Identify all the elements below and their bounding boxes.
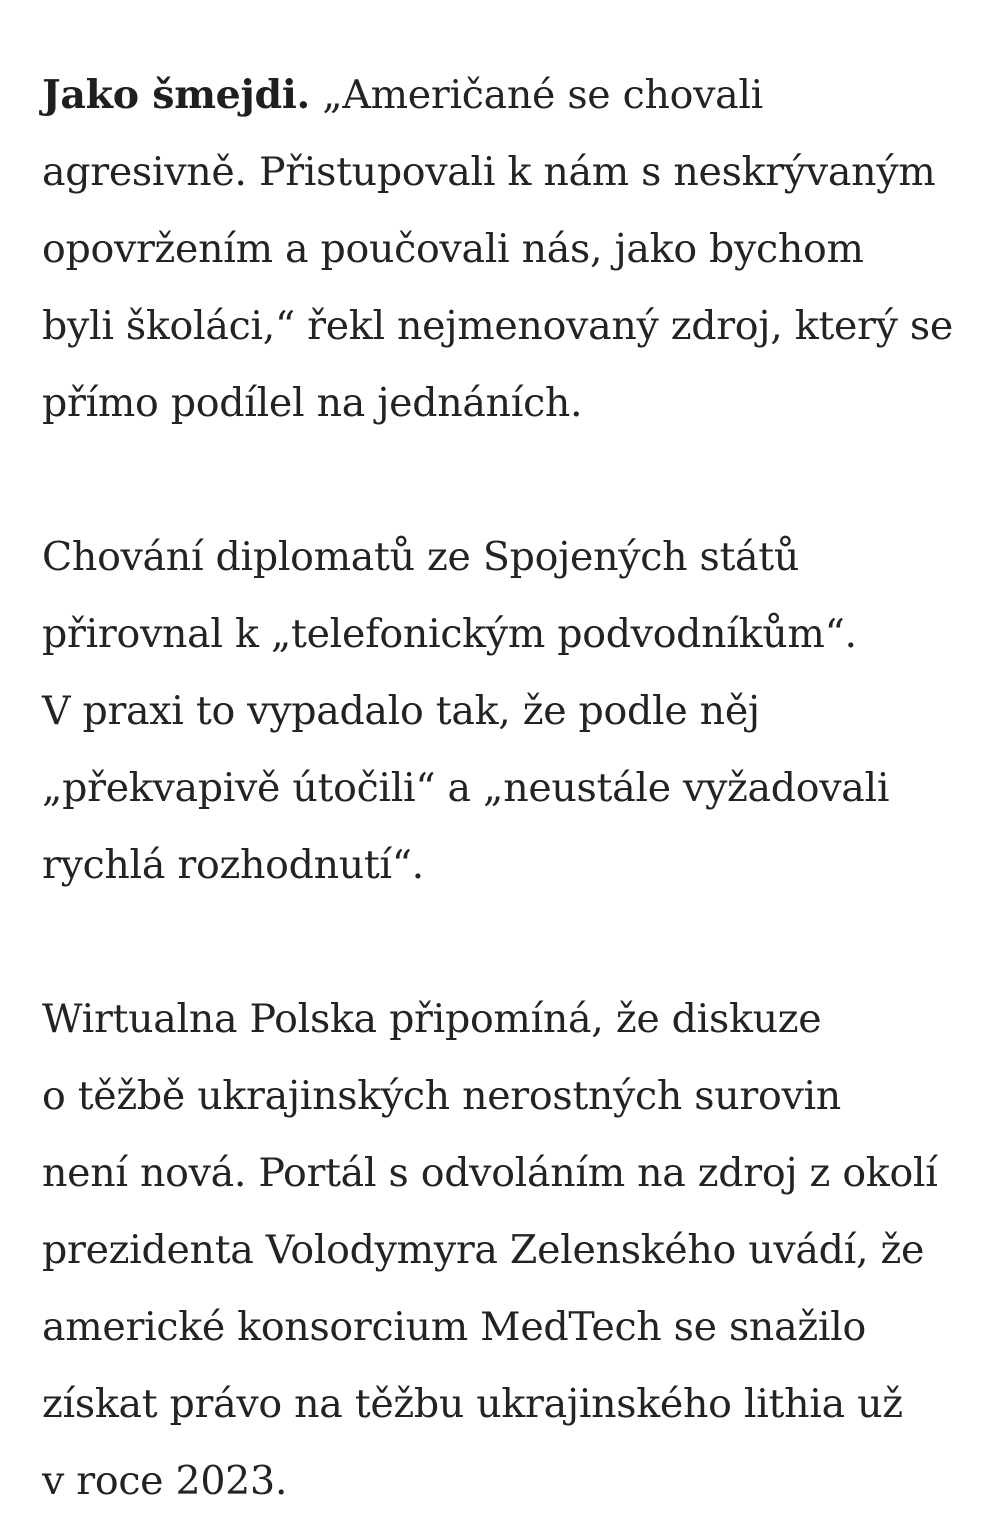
text-line: získat právo na těžbu ukrajinského lithia už [42,1381,903,1427]
text-line: agresivně. Přistupovali k nám s neskrývaným [42,149,936,195]
text-line: přímo podílel na jednáních. [42,380,583,426]
text-line [42,57,972,134]
paragraph-1 [42,57,972,442]
text-line: není nová. Portál s odvoláním na zdroj z okolí [42,1150,938,1196]
text-line: V praxi to vypadalo tak, že podle něj [42,688,760,734]
text-line: byli školáci,“ řekl nejmenovaný zdroj, který se [42,303,953,349]
text-line: „překvapivě útočili“ a „neustále vyžadovali [42,765,890,811]
text-line: opovržením a poučovali nás, jako bychom [42,226,864,272]
paragraph-3 [42,981,972,1520]
text-line: Wirtualna Polska připomíná, že diskuze [42,996,822,1042]
text-line: rychlá rozhodnutí“. [42,842,424,888]
text-line: americké konsorcium MedTech se snažilo [42,1304,866,1350]
paragraph-2 [42,519,972,904]
lead-heading: Jako šmejdi. [42,72,310,118]
text-line: přirovnal k „telefonickým podvodníkům“. [42,611,857,657]
text-line: Chování diplomatů ze Spojených států [42,534,800,580]
text-line-continuation: „Američané se chovali [309,72,763,118]
text-line: prezidenta Volodymyra Zelenského uvádí, že [42,1227,925,1273]
text-line: o těžbě ukrajinských nerostných surovin [42,1073,841,1119]
text-line: v roce 2023. [42,1458,288,1504]
